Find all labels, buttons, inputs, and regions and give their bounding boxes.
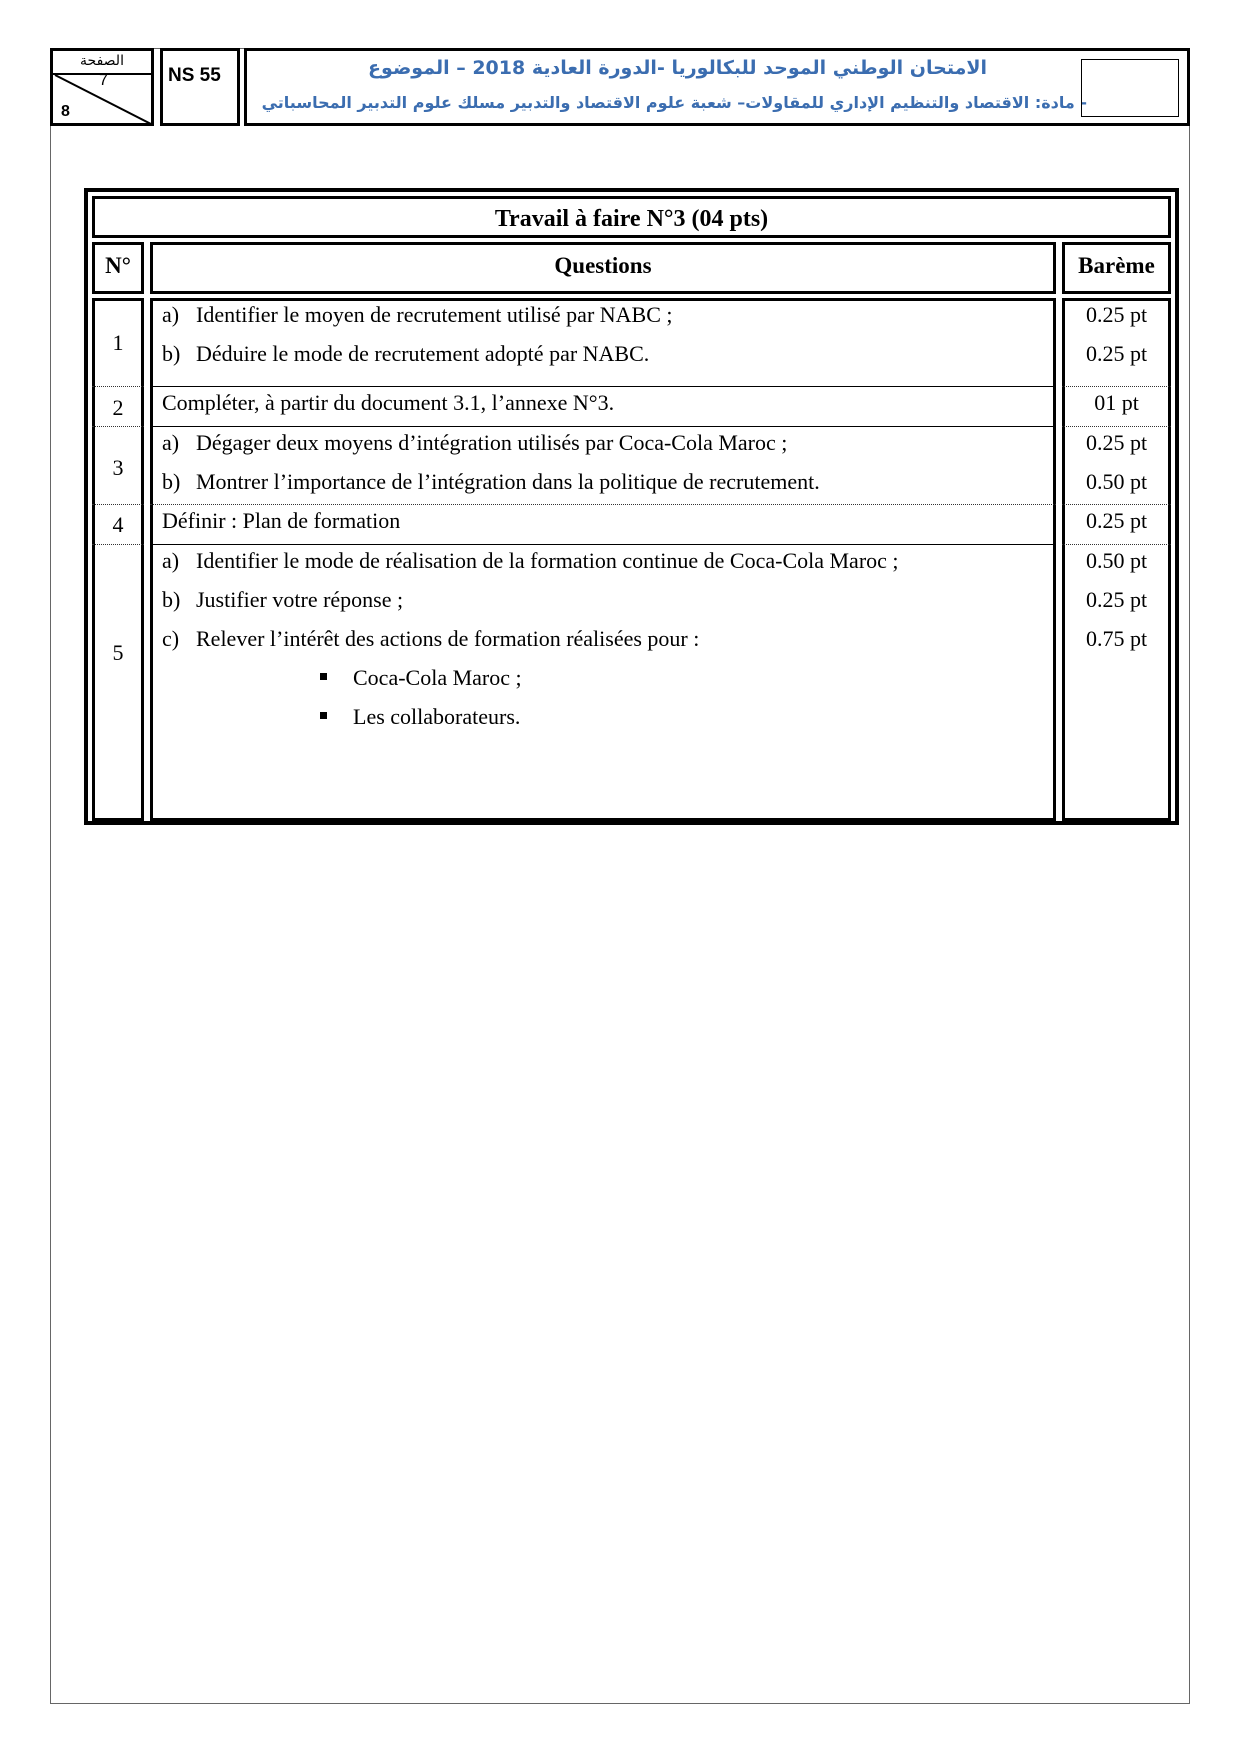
question-points: 0.25 pt <box>1085 430 1148 455</box>
page-label: الصفحة <box>53 51 151 75</box>
bullet-item <box>320 704 520 730</box>
row-separator <box>150 544 1056 545</box>
question-points: 0.75 pt <box>1085 626 1148 651</box>
row-number: 3 <box>112 455 124 480</box>
row-separator <box>1062 426 1171 427</box>
row-separator <box>92 544 144 545</box>
number-column-frame <box>92 298 144 821</box>
question-text: Dégager deux moyens d’intégration utilisés par Coca-Cola Maroc ; <box>196 430 788 455</box>
row-number: 4 <box>112 512 124 537</box>
page-total: 8 <box>61 103 70 120</box>
question-text: Déduire le mode de recrutement adopté par NABC. <box>196 341 650 366</box>
blank-box <box>1081 59 1179 117</box>
row-separator <box>150 504 1056 505</box>
question-item <box>162 430 787 456</box>
table-body <box>88 298 1175 821</box>
row-number: 2 <box>112 395 124 420</box>
row-number: 5 <box>112 640 124 665</box>
question-letter: a) <box>162 548 180 573</box>
page-number-box <box>50 48 154 126</box>
col-header-bareme: Barème <box>1062 242 1171 294</box>
exam-title-box <box>244 48 1190 126</box>
col-header-questions: Questions <box>150 242 1056 294</box>
row-separator <box>92 504 144 505</box>
row-separator <box>92 426 144 427</box>
question-letter: b) <box>162 341 181 366</box>
question-points: 0.25 pt <box>1085 508 1148 533</box>
question-text: Identifier le mode de réalisation de la formation continue de Coca-Cola Maroc ; <box>196 548 899 573</box>
row-separator <box>150 426 1056 427</box>
question-letter: b) <box>162 469 181 494</box>
table-header-row <box>88 242 1175 294</box>
task-title: Travail à faire N°3 (04 pts) <box>92 196 1171 238</box>
exam-title-line2: - مادة: الاقتصاد والتنظيم الإداري للمقاولات– شعبة علوم الاقتصاد والتدبير مسلك علوم التدبير المحاسباتي <box>261 93 1087 112</box>
question-text: Compléter, à partir du document 3.1, l’annexe N°3. <box>162 390 615 415</box>
row-separator <box>1062 386 1171 387</box>
row-separator <box>92 386 144 387</box>
question-points: 01 pt <box>1094 390 1139 415</box>
question-text: Définir : Plan de formation <box>162 508 401 533</box>
question-points: 0.25 pt <box>1085 341 1148 366</box>
question-item <box>162 587 403 613</box>
exam-title-line1: الامتحان الوطني الموحد للبكالوريا -الدورة العادية 2018 – الموضوع <box>368 57 987 79</box>
square-bullet-icon <box>320 712 327 719</box>
question-text: Relever l’intérêt des actions de formation réalisées pour : <box>196 626 700 651</box>
exam-code: NS 55 <box>160 48 240 126</box>
question-points: 0.25 pt <box>1085 302 1148 327</box>
question-letter: a) <box>162 302 180 327</box>
question-letter: c) <box>162 626 180 651</box>
question-letter: b) <box>162 587 181 612</box>
bullet-text: Les collaborateurs. <box>353 704 521 729</box>
question-text: Montrer l’importance de l’intégration dans la politique de recrutement. <box>196 469 820 494</box>
bullet-text: Coca-Cola Maroc ; <box>353 665 522 690</box>
question-letter: a) <box>162 430 180 455</box>
page-current: 7 <box>99 72 108 89</box>
square-bullet-icon <box>320 673 327 680</box>
row-number: 1 <box>112 330 124 355</box>
question-points: 0.25 pt <box>1085 587 1148 612</box>
question-text: Identifier le moyen de recrutement utilisé par NABC ; <box>196 302 673 327</box>
question-item <box>162 302 673 328</box>
question-text: Justifier votre réponse ; <box>196 587 404 612</box>
exam-header <box>50 48 1190 126</box>
row-separator <box>1062 504 1171 505</box>
bullet-item <box>320 665 522 691</box>
question-item <box>162 469 820 495</box>
col-header-number: N° <box>92 242 144 294</box>
question-points: 0.50 pt <box>1085 469 1148 494</box>
task-table <box>84 188 1179 825</box>
row-separator <box>150 386 1056 387</box>
row-separator <box>1062 544 1171 545</box>
question-item <box>162 548 899 574</box>
question-item <box>162 341 649 367</box>
question-points: 0.50 pt <box>1085 548 1148 573</box>
question-item <box>162 626 699 652</box>
